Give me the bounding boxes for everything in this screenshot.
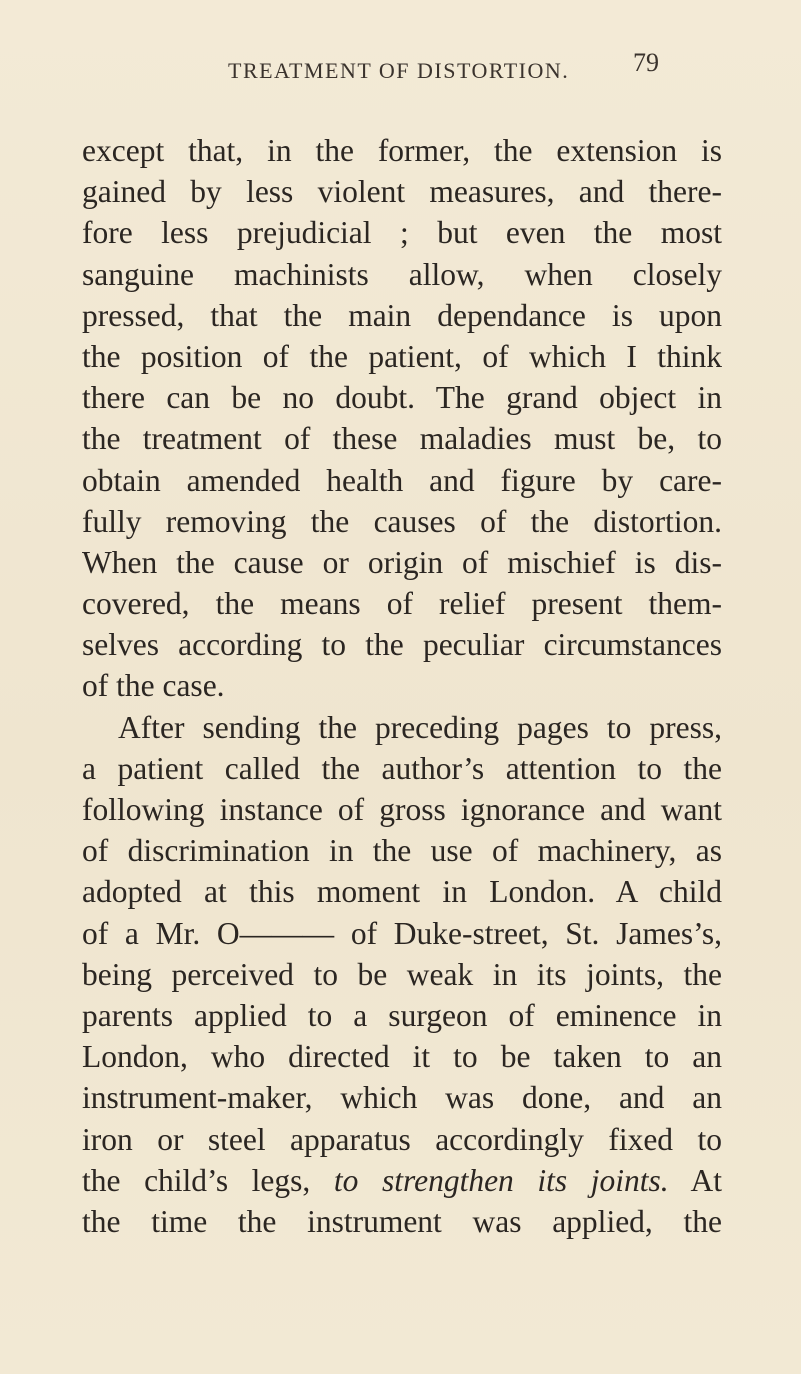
italic-phrase: to strengthen its joints. <box>333 1162 669 1198</box>
text-line: of discrimination in the use of machinery, as <box>82 833 722 869</box>
text-line: following instance of gross ignorance and want <box>82 792 722 827</box>
text-line: selves according to the peculiar circumstances <box>82 627 722 663</box>
text-line: pressed, that the main dependance is upon <box>82 297 722 333</box>
text-line: covered, the means of relief present them- <box>82 586 722 622</box>
body-text <box>82 130 722 1242</box>
text-line: there can be no doubt. The grand object in <box>82 380 722 416</box>
text-segment: the child’s legs, <box>82 1162 334 1198</box>
text-line: adopted at this moment in London. A child <box>82 874 722 910</box>
text-segment: At <box>668 1162 722 1198</box>
text-line: the position of the patient, of which I think <box>82 338 722 374</box>
text-line: iron or steel apparatus accordingly fixed to <box>82 1121 722 1157</box>
text-line: of a Mr. O——— of Duke-street, St. James’s, <box>82 915 722 951</box>
text-line: being perceived to be weak in its joints, the <box>82 956 722 992</box>
paragraph-start-line: After sending the preceding pages to press, <box>118 709 722 745</box>
text-line: the treatment of these maladies must be, to <box>82 421 722 457</box>
page-number: 79 <box>633 48 659 77</box>
text-line: the time the instrument was applied, the <box>82 1203 722 1239</box>
text-line-with-italic <box>82 1160 722 1201</box>
text-line: except that, in the former, the extension is <box>82 133 722 168</box>
text-line: sanguine machinists allow, when closely <box>82 256 722 292</box>
text-line: parents applied to a surgeon of eminence in <box>82 997 722 1033</box>
text-line: fore less prejudicial ; but even the most <box>82 215 722 251</box>
text-line: fully removing the causes of the distortion. <box>82 503 722 539</box>
text-line: instrument-maker, which was done, and an <box>82 1080 722 1116</box>
text-line: London, who directed it to be taken to an <box>82 1039 722 1075</box>
running-head: TREATMENT OF DISTORTION. <box>228 58 570 83</box>
text-line: a patient called the author’s attention to the <box>82 750 722 786</box>
text-line: When the cause or origin of mischief is dis- <box>82 544 722 580</box>
text-line: of the case. <box>82 668 225 704</box>
text-line: gained by less violent measures, and there- <box>82 174 722 210</box>
text-line: obtain amended health and figure by care- <box>82 462 722 498</box>
